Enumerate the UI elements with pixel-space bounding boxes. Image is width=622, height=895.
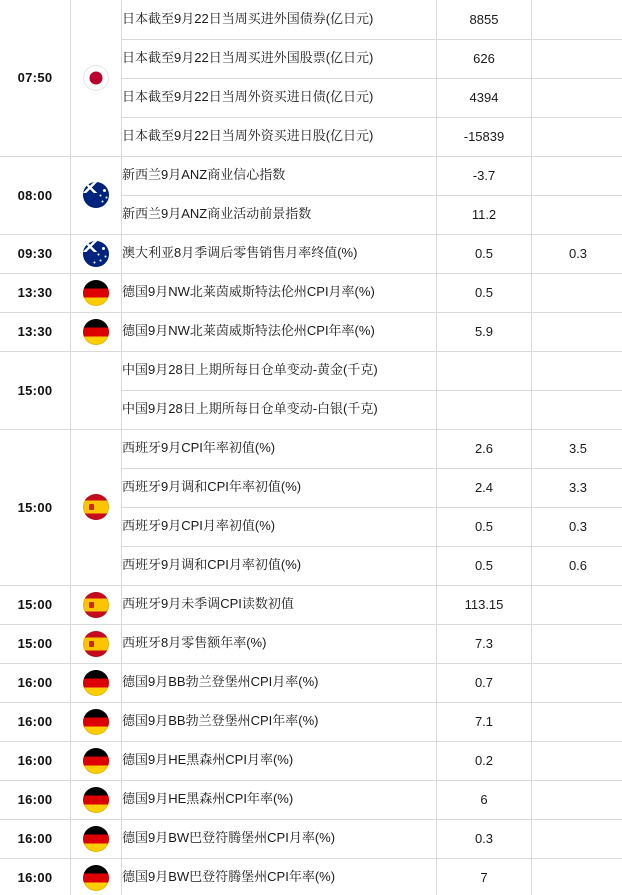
previous-value: 0.5 [437,234,532,273]
previous-value: 0.2 [437,741,532,780]
forecast-value [532,0,622,39]
event-time: 15:00 [0,429,71,585]
previous-value: 2.6 [437,429,532,468]
previous-value: 626 [437,39,532,78]
table-row[interactable] [0,273,622,312]
forecast-value [532,390,622,429]
previous-value: 113.15 [437,585,532,624]
event-name[interactable]: 西班牙8月零售额年率(%) [122,624,437,663]
event-time: 16:00 [0,780,71,819]
event-time: 09:30 [0,234,71,273]
table-row[interactable] [0,234,622,273]
event-name[interactable]: 新西兰9月ANZ商业活动前景指数 [122,195,437,234]
table-row[interactable] [0,663,622,702]
event-name[interactable]: 德国9月BB勃兰登堡州CPI年率(%) [122,702,437,741]
event-name[interactable]: 日本截至9月22日当周外资买进日股(亿日元) [122,117,437,156]
es-flag-icon [83,592,109,618]
forecast-value [532,702,622,741]
event-time: 16:00 [0,858,71,895]
table-row[interactable] [0,624,622,663]
event-name[interactable]: 德国9月BB勃兰登堡州CPI月率(%) [122,663,437,702]
event-time: 16:00 [0,702,71,741]
country-flag-cell [71,312,122,351]
previous-value: 2.4 [437,468,532,507]
forecast-value [532,663,622,702]
country-flag-cell [71,0,122,156]
event-name[interactable]: 澳大利亚8月季调后零售销售月率终值(%) [122,234,437,273]
de-flag-icon [83,787,109,813]
forecast-value [532,117,622,156]
table-row[interactable] [0,585,622,624]
event-time: 08:00 [0,156,71,234]
event-name[interactable]: 德国9月BW巴登符腾堡州CPI年率(%) [122,858,437,895]
event-time: 15:00 [0,351,71,429]
table-row[interactable] [0,819,622,858]
es-flag-icon [83,494,109,520]
table-row[interactable] [0,702,622,741]
table-row[interactable] [0,780,622,819]
event-name[interactable]: 德国9月NW北莱茵威斯特法伦州CPI年率(%) [122,312,437,351]
table-row[interactable] [0,156,622,195]
au-flag-icon [83,241,109,267]
event-name[interactable]: 西班牙9月未季调CPI读数初值 [122,585,437,624]
country-flag-cell [71,351,122,429]
previous-value: 8855 [437,0,532,39]
de-flag-icon [83,748,109,774]
event-time: 16:00 [0,819,71,858]
forecast-value [532,156,622,195]
previous-value: 5.9 [437,312,532,351]
country-flag-cell [71,858,122,895]
previous-value: 0.5 [437,273,532,312]
event-time: 13:30 [0,273,71,312]
event-name[interactable]: 中国9月28日上期所每日仓单变动-黄金(千克) [122,351,437,390]
event-name[interactable]: 西班牙9月调和CPI年率初值(%) [122,468,437,507]
country-flag-cell [71,741,122,780]
country-flag-cell [71,273,122,312]
forecast-value: 0.3 [532,234,622,273]
de-flag-icon [83,826,109,852]
forecast-value [532,585,622,624]
previous-value: -3.7 [437,156,532,195]
event-time: 07:50 [0,0,71,156]
forecast-value [532,741,622,780]
jp-flag-icon [83,65,109,91]
no-flag-placeholder [83,375,109,401]
forecast-value [532,819,622,858]
event-time: 15:00 [0,624,71,663]
event-time: 16:00 [0,663,71,702]
country-flag-cell [71,234,122,273]
country-flag-cell [71,429,122,585]
event-name[interactable]: 西班牙9月CPI月率初值(%) [122,507,437,546]
previous-value: 6 [437,780,532,819]
event-name[interactable]: 西班牙9月调和CPI月率初值(%) [122,546,437,585]
forecast-value: 0.3 [532,507,622,546]
previous-value: 0.5 [437,507,532,546]
forecast-value [532,780,622,819]
de-flag-icon [83,280,109,306]
country-flag-cell [71,156,122,234]
nz-flag-icon [83,182,109,208]
previous-value: 7.3 [437,624,532,663]
forecast-value [532,39,622,78]
country-flag-cell [71,702,122,741]
event-name[interactable]: 新西兰9月ANZ商业信心指数 [122,156,437,195]
forecast-value: 0.6 [532,546,622,585]
previous-value: 4394 [437,78,532,117]
forecast-value: 3.3 [532,468,622,507]
country-flag-cell [71,780,122,819]
previous-value: 0.7 [437,663,532,702]
de-flag-icon [83,709,109,735]
event-time: 16:00 [0,741,71,780]
previous-value: 11.2 [437,195,532,234]
table-row[interactable] [0,351,622,390]
previous-value: 7 [437,858,532,895]
country-flag-cell [71,819,122,858]
event-name[interactable]: 德国9月HE黑森州CPI年率(%) [122,780,437,819]
previous-value [437,390,532,429]
event-name[interactable]: 日本截至9月22日当周买进外国股票(亿日元) [122,39,437,78]
table-row[interactable] [0,858,622,895]
previous-value: 0.3 [437,819,532,858]
previous-value [437,351,532,390]
table-row[interactable] [0,741,622,780]
forecast-value: 3.5 [532,429,622,468]
event-name[interactable]: 西班牙9月CPI年率初值(%) [122,429,437,468]
es-flag-icon [83,631,109,657]
forecast-value [532,273,622,312]
de-flag-icon [83,865,109,891]
event-name[interactable]: 中国9月28日上期所每日仓单变动-白银(千克) [122,390,437,429]
event-name[interactable]: 德国9月NW北莱茵威斯特法伦州CPI月率(%) [122,273,437,312]
forecast-value [532,78,622,117]
forecast-value [532,624,622,663]
forecast-value [532,351,622,390]
previous-value: -15839 [437,117,532,156]
country-flag-cell [71,663,122,702]
previous-value: 7.1 [437,702,532,741]
de-flag-icon [83,670,109,696]
event-name[interactable]: 日本截至9月22日当周外资买进日债(亿日元) [122,78,437,117]
event-name[interactable]: 日本截至9月22日当周买进外国债券(亿日元) [122,0,437,39]
country-flag-cell [71,624,122,663]
previous-value: 0.5 [437,546,532,585]
event-time: 13:30 [0,312,71,351]
country-flag-cell [71,585,122,624]
forecast-value [532,195,622,234]
event-name[interactable]: 德国9月HE黑森州CPI月率(%) [122,741,437,780]
table-row[interactable] [0,0,622,39]
table-row[interactable] [0,312,622,351]
forecast-value [532,858,622,895]
event-name[interactable]: 德国9月BW巴登符腾堡州CPI月率(%) [122,819,437,858]
de-flag-icon [83,319,109,345]
forecast-value [532,312,622,351]
event-time: 15:00 [0,585,71,624]
table-row[interactable] [0,429,622,468]
